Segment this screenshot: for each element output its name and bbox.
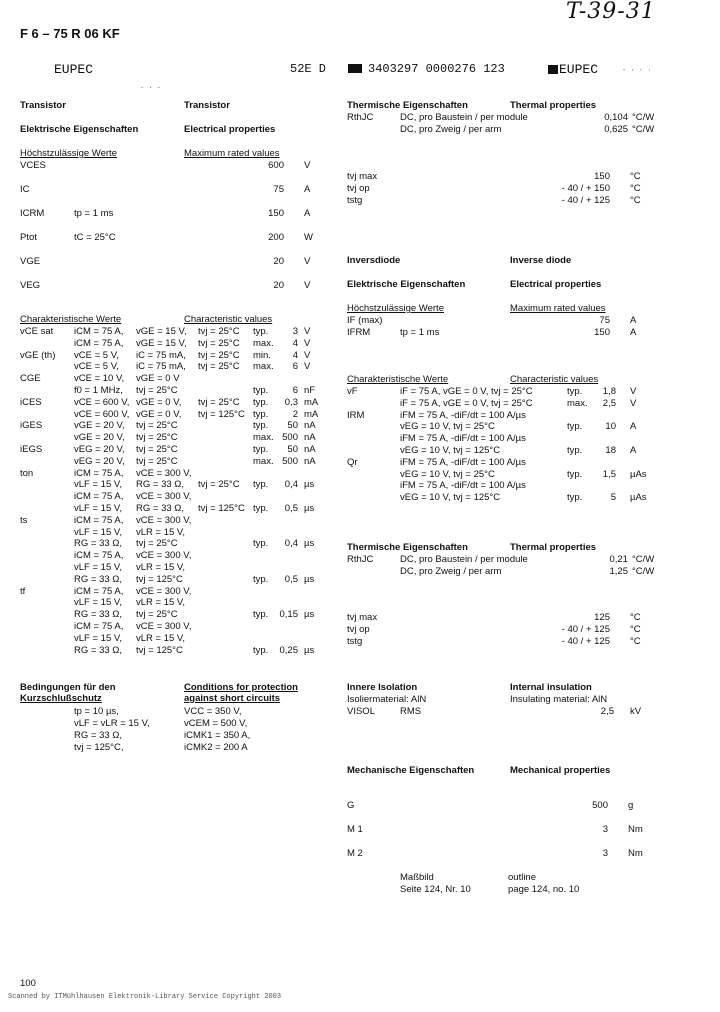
diode-char-condition: vEG = 10 V, tvj = 125°C: [400, 445, 501, 456]
char-condition-2: tvj = 25°C: [136, 385, 178, 396]
visol-condition: RMS: [400, 706, 422, 717]
char-condition-2: RG = 33 Ω,: [136, 479, 185, 491]
char-symbol: iEGS: [20, 444, 43, 455]
insulation-en: Internal insulation: [510, 682, 592, 693]
char-unit: µs: [304, 644, 315, 656]
char-condition-1: RG = 33 Ω,: [74, 609, 123, 621]
char-qualifier: typ.: [253, 503, 269, 514]
diode-char-symbol: Qr: [347, 456, 358, 468]
scan-footer: Scanned by ITMühlhausen Elektronik-Library Service Copyright 2003: [8, 993, 282, 1001]
visol-symbol: VISOL: [347, 706, 375, 717]
sc-heading-de-2: Kurzschlußschutz: [20, 693, 102, 704]
max-rated-value: 150: [268, 208, 284, 219]
char-qualifier: typ.: [253, 420, 269, 432]
char-value: 2: [292, 408, 298, 420]
diode-char-unit: A: [630, 445, 637, 456]
char-condition-1: iCM = 75 A,: [74, 514, 124, 526]
char-condition-1: vLF = 15 V,: [74, 597, 122, 609]
char-symbol: ts: [20, 514, 28, 526]
char-condition-1: vEG = 20 V,: [74, 444, 125, 455]
char-symbol: ton: [20, 467, 34, 479]
char-unit: V: [304, 326, 311, 337]
diode-max-unit: A: [630, 327, 637, 338]
char-unit: V: [304, 349, 311, 361]
sc-condition-a: tvj = 125°C,: [74, 742, 124, 753]
diode-max-unit: A: [630, 315, 637, 326]
max-rated-value: 20: [273, 256, 284, 267]
diode-char-de: Charakteristische Werte: [347, 374, 449, 385]
thermal-value: 0,625: [604, 124, 628, 135]
char-condition-3: tvj = 25°C: [198, 361, 240, 373]
char-qualifier: max.: [253, 432, 274, 444]
temperature-symbol: tvj op: [347, 624, 370, 635]
diode-char-unit: V: [630, 386, 637, 397]
mech-en: Mechanical properties: [510, 765, 611, 776]
section-transistor-de: Transistor: [20, 100, 66, 111]
char-condition-1: vGE = 20 V,: [74, 420, 125, 432]
char-condition-3: tvj = 25°C: [198, 396, 240, 408]
sc-condition-a: RG = 33 Ω,: [74, 730, 123, 741]
thermal-1-en: Thermal properties: [510, 100, 597, 111]
barcode-strip: [348, 64, 505, 75]
char-qualifier: typ.: [253, 573, 269, 585]
mech-symbol: M 1: [347, 824, 363, 835]
temperature-symbol: tvj max: [347, 171, 378, 182]
char-value: 50: [287, 444, 298, 455]
char-symbol: vCE sat: [20, 326, 54, 337]
brand-logo-left: EUPEC: [54, 62, 94, 77]
thermal-condition: DC, pro Zweig / per arm: [400, 124, 502, 135]
temperature-symbol: tstg: [347, 636, 363, 647]
max-rated-symbol: ICRM: [20, 208, 45, 219]
temperature-value: 150: [594, 171, 610, 182]
sc-condition-b: vCEM = 500 V,: [184, 718, 248, 729]
char-condition-2: vGE = 0 V: [136, 373, 180, 385]
char-condition-1: iCM = 75 A,: [74, 337, 124, 349]
diode-char-condition: iFM = 75 A, -diF/dt = 100 A/µs: [400, 480, 526, 492]
diode-char-unit: µAs: [630, 468, 647, 480]
temperature-unit: °C: [630, 195, 641, 206]
sc-condition-a: vLF = vLR = 15 V,: [74, 718, 150, 729]
dots-left: . . .: [140, 83, 162, 91]
char-unit: µs: [304, 573, 315, 585]
char-value: 0,5: [284, 503, 298, 514]
thermal-unit: °C/W: [632, 124, 655, 135]
diode-char-qualifier: typ.: [567, 492, 583, 504]
diode-char-value: 1,5: [602, 468, 616, 480]
sc-condition-b: iCMK1 = 350 A,: [184, 730, 251, 741]
char-condition-1: vEG = 20 V,: [74, 455, 125, 467]
char-qualifier: typ.: [253, 385, 269, 396]
diode-char-en: Characteristic values: [510, 374, 599, 385]
char-condition-2: vCE = 300 V,: [136, 550, 192, 562]
max-rated-de: Höchstzulässige Werte: [20, 148, 117, 159]
max-rated-unit: A: [304, 208, 311, 219]
char-qualifier: max.: [253, 337, 274, 349]
max-rated-symbol: Ptot: [20, 232, 37, 243]
char-condition-3: tvj = 25°C: [198, 349, 240, 361]
char-value: 0,4: [284, 538, 298, 550]
diode-char-symbol: IRM: [347, 409, 365, 421]
max-rated-value: 200: [268, 232, 284, 243]
char-values-de: Charakteristische Werte: [20, 314, 122, 325]
char-value: 0,25: [279, 644, 298, 656]
char-condition-1: f0 = 1 MHz,: [74, 385, 123, 396]
char-value: 0,3: [284, 396, 298, 408]
thermal-unit: °C/W: [632, 566, 655, 577]
diode-char-qualifier: typ.: [567, 468, 583, 480]
diode-char-symbol: vF: [347, 386, 358, 397]
char-condition-2: vLR = 15 V,: [136, 562, 186, 573]
diode-max-condition: tp = 1 ms: [400, 327, 440, 338]
char-condition-1: RG = 33 Ω,: [74, 573, 123, 585]
diode-char-qualifier: typ.: [567, 386, 583, 397]
char-condition-2: vLR = 15 V,: [136, 597, 186, 609]
char-condition-1: vLF = 15 V,: [74, 632, 122, 644]
thermal-value: 0,104: [604, 112, 628, 123]
insulation-material-de: Isoliermaterial: AlN: [347, 694, 427, 705]
char-condition-2: vLR = 15 V,: [136, 632, 186, 644]
char-condition-2: vCE = 300 V,: [136, 491, 192, 503]
char-condition-1: vCE = 600 V,: [74, 396, 130, 408]
temperature-value: - 40 / + 125: [561, 624, 610, 635]
char-condition-1: vLF = 15 V,: [74, 526, 122, 538]
temperature-value: 125: [594, 612, 610, 623]
diode-char-condition: iF = 75 A, vGE = 0 V, tvj = 25°C: [400, 397, 533, 409]
char-condition-1: vCE = 10 V,: [74, 373, 125, 385]
char-qualifier: typ.: [253, 609, 269, 621]
char-condition-2: tvj = 25°C: [136, 420, 178, 432]
char-condition-2: vGE = 15 V,: [136, 337, 187, 349]
char-condition-1: RG = 33 Ω,: [74, 538, 123, 550]
diode-de: Inversdiode: [347, 255, 401, 266]
diode-char-condition: iFM = 75 A, -diF/dt = 100 A/µs: [400, 433, 526, 445]
char-condition-3: tvj = 25°C: [198, 337, 240, 349]
temperature-value: - 40 / + 150: [561, 183, 610, 194]
char-values-en: Characteristic values: [184, 314, 273, 325]
diode-max-symbol: IFRM: [347, 327, 371, 338]
char-condition-2: tvj = 25°C: [136, 444, 178, 455]
diode-char-condition: vEG = 10 V, tvj = 25°C: [400, 468, 495, 480]
insulation-material-en: Insulating material: AlN: [510, 694, 608, 705]
char-qualifier: typ.: [253, 326, 269, 337]
char-value: 4: [292, 349, 298, 361]
temperature-symbol: tvj max: [347, 612, 378, 623]
max-rated-symbol: IC: [20, 184, 30, 195]
temperature-unit: °C: [630, 183, 641, 194]
diode-char-value: 1,8: [602, 386, 616, 397]
diode-max-symbol: IF (max): [347, 315, 383, 326]
char-condition-2: tvj = 25°C: [136, 455, 178, 467]
max-rated-condition: tp = 1 ms: [74, 208, 114, 219]
char-unit: V: [304, 337, 311, 349]
char-condition-2: vGE = 0 V,: [136, 408, 182, 420]
insulation-de: Innere Isolation: [347, 682, 418, 693]
brand-right-text: EUPEC: [559, 62, 599, 77]
max-rated-value: 75: [273, 184, 284, 195]
char-condition-2: vGE = 15 V,: [136, 326, 187, 337]
max-rated-unit: V: [304, 280, 311, 291]
char-qualifier: typ.: [253, 408, 269, 420]
sc-condition-a: tp = 10 µs,: [74, 706, 119, 717]
diode-char-condition: iFM = 75 A, -diF/dt = 100 A/µs: [400, 456, 526, 468]
max-rated-unit: A: [304, 184, 311, 195]
sc-heading-de-1: Bedingungen für den: [20, 682, 116, 693]
char-qualifier: typ.: [253, 444, 269, 455]
char-unit: nA: [304, 455, 316, 467]
mech-value: 3: [602, 848, 608, 859]
char-condition-2: RG = 33 Ω,: [136, 503, 185, 514]
temperature-unit: °C: [630, 636, 641, 647]
diode-max-en: Maximum rated values: [510, 303, 606, 314]
diode-max-value: 150: [594, 327, 610, 338]
char-symbol: iGES: [20, 420, 43, 432]
thermal-symbol: RthJC: [347, 554, 374, 565]
char-unit: mA: [304, 396, 319, 408]
char-condition-2: tvj = 125°C: [136, 573, 183, 585]
diode-char-unit: V: [630, 397, 637, 409]
outline-ref-de: Seite 124, Nr. 10: [400, 884, 471, 895]
char-condition-3: tvj = 125°C: [198, 408, 245, 420]
char-unit: µs: [304, 609, 315, 621]
thermal-2-en: Thermal properties: [510, 542, 597, 553]
temperature-symbol: tstg: [347, 195, 363, 206]
char-unit: nA: [304, 444, 316, 455]
visol-unit: kV: [630, 706, 642, 717]
diode-char-unit: A: [630, 421, 637, 433]
outline-en: outline: [508, 872, 536, 883]
char-condition-1: vCE = 600 V,: [74, 408, 130, 420]
char-condition-1: vCE = 5 V,: [74, 349, 119, 361]
char-condition-2: vCE = 300 V,: [136, 585, 192, 597]
char-condition-2: vLR = 15 V,: [136, 526, 186, 538]
char-condition-3: tvj = 125°C: [198, 503, 245, 514]
dots-right: - · · ·: [622, 67, 652, 75]
diode-char-unit: µAs: [630, 492, 647, 504]
max-rated-symbol: VCES: [20, 160, 46, 171]
sc-heading-en-1: Conditions for protection: [184, 682, 298, 693]
char-unit: µs: [304, 538, 315, 550]
char-qualifier: typ.: [253, 396, 269, 408]
max-rated-symbol: VEG: [20, 280, 41, 291]
char-condition-2: vCE = 300 V,: [136, 514, 192, 526]
char-condition-2: tvj = 25°C: [136, 432, 178, 444]
brand-logo-right: [548, 64, 598, 75]
char-condition-2: iC = 75 mA,: [136, 349, 186, 361]
diode-char-condition: iF = 75 A, vGE = 0 V, tvj = 25°C: [400, 386, 533, 397]
logo-block-icon: [548, 65, 558, 74]
thermal-value: 0,21: [609, 554, 628, 565]
diode-char-condition: vEG = 10 V, tvj = 25°C: [400, 421, 495, 433]
mech-symbol: G: [347, 800, 355, 811]
char-value: 6: [292, 361, 298, 373]
temperature-value: - 40 / + 125: [561, 636, 610, 647]
char-qualifier: max.: [253, 455, 274, 467]
char-unit: nA: [304, 432, 316, 444]
char-condition-1: iCM = 75 A,: [74, 621, 124, 632]
mech-value: 3: [602, 824, 608, 835]
barcode-left: 52E D: [290, 62, 327, 76]
char-unit: µs: [304, 503, 315, 514]
char-condition-3: tvj = 25°C: [198, 326, 240, 337]
diode-char-qualifier: typ.: [567, 421, 583, 433]
char-condition-2: vGE = 0 V,: [136, 396, 182, 408]
thermal-unit: °C/W: [632, 554, 655, 565]
mech-unit: g: [628, 800, 634, 811]
diode-char-qualifier: typ.: [567, 445, 583, 456]
char-condition-2: tvj = 25°C: [136, 538, 178, 550]
thermal-condition: DC, pro Baustein / per module: [400, 112, 528, 123]
char-unit: nA: [304, 420, 316, 432]
sc-heading-en-2: against short circuits: [184, 693, 281, 704]
mech-symbol: M 2: [347, 848, 363, 859]
elec-props-en: Electrical properties: [184, 124, 276, 135]
diode-char-qualifier: max.: [567, 397, 588, 409]
char-value: 3: [292, 326, 298, 337]
char-value: 0,4: [284, 479, 298, 491]
sc-condition-b: VCC = 350 V,: [184, 706, 242, 717]
outline-de: Maßbild: [400, 872, 434, 883]
char-condition-1: iCM = 75 A,: [74, 326, 124, 337]
char-condition-1: RG = 33 Ω,: [74, 644, 123, 656]
char-condition-1: vCE = 5 V,: [74, 361, 119, 373]
max-rated-symbol: VGE: [20, 256, 41, 267]
char-symbol: iCES: [20, 396, 42, 408]
diode-char-condition: iFM = 75 A, -diF/dt = 100 A/µs: [400, 409, 526, 421]
barcode-number: 3403297 0000276 123: [368, 62, 505, 76]
char-unit: µs: [304, 479, 315, 491]
max-rated-en: Maximum rated values: [184, 148, 280, 159]
outline-ref-en: page 124, no. 10: [508, 884, 580, 895]
char-value: 0,5: [284, 573, 298, 585]
char-condition-2: vCE = 300 V,: [136, 621, 192, 632]
elec-props-de: Elektrische Eigenschaften: [20, 124, 139, 135]
char-unit: nF: [304, 385, 316, 396]
char-condition-1: vLF = 15 V,: [74, 479, 122, 491]
temperature-unit: °C: [630, 624, 641, 635]
section-transistor-en: Transistor: [184, 100, 230, 111]
diode-char-value: 2,5: [602, 397, 616, 409]
diode-max-de: Höchstzulässige Werte: [347, 303, 444, 314]
char-condition-2: tvj = 25°C: [136, 609, 178, 621]
char-condition-1: vLF = 15 V,: [74, 562, 122, 573]
page-number: 100: [20, 978, 36, 989]
char-qualifier: typ.: [253, 644, 269, 656]
char-value: 50: [287, 420, 298, 432]
temperature-symbol: tvj op: [347, 183, 370, 194]
char-condition-1: iCM = 75 A,: [74, 550, 124, 562]
char-symbol: tf: [20, 585, 26, 597]
diode-char-condition: vEG = 10 V, tvj = 125°C: [400, 492, 501, 504]
char-value: 6: [292, 385, 298, 396]
thermal-value: 1,25: [609, 566, 628, 577]
part-number: F 6 – 75 R 06 KF: [20, 26, 120, 41]
mech-value: 500: [592, 800, 608, 811]
max-rated-value: 600: [268, 160, 284, 171]
thermal-symbol: RthJC: [347, 112, 374, 123]
char-value: 4: [292, 337, 298, 349]
max-rated-unit: V: [304, 160, 311, 171]
max-rated-unit: W: [304, 232, 313, 243]
char-condition-1: vLF = 15 V,: [74, 503, 122, 514]
char-value: 0,15: [279, 609, 298, 621]
thermal-condition: DC, pro Zweig / per arm: [400, 566, 502, 577]
temperature-unit: °C: [630, 171, 641, 182]
char-condition-2: vCE = 300 V,: [136, 467, 192, 479]
char-condition-1: vGE = 20 V,: [74, 432, 125, 444]
thermal-condition: DC, pro Baustein / per module: [400, 554, 528, 565]
temperature-unit: °C: [630, 612, 641, 623]
char-qualifier: min.: [253, 349, 271, 361]
char-qualifier: typ.: [253, 479, 269, 491]
char-value: 500: [282, 432, 298, 444]
char-condition-2: tvj = 125°C: [136, 644, 183, 656]
char-unit: mA: [304, 408, 319, 420]
visol-value: 2,5: [600, 706, 614, 717]
char-symbol: CGE: [20, 373, 41, 385]
max-rated-condition: tC = 25°C: [74, 232, 116, 243]
diode-char-value: 5: [610, 492, 616, 504]
mech-unit: Nm: [628, 848, 643, 859]
diode-elec-en: Electrical properties: [510, 279, 602, 290]
thermal-unit: °C/W: [632, 112, 655, 123]
char-condition-1: iCM = 75 A,: [74, 585, 124, 597]
char-condition-1: iCM = 75 A,: [74, 491, 124, 503]
char-qualifier: max.: [253, 361, 274, 373]
max-rated-value: 20: [273, 280, 284, 291]
diode-char-value: 10: [605, 421, 616, 433]
mech-de: Mechanische Eigenschaften: [347, 765, 475, 776]
diode-char-value: 18: [605, 445, 616, 456]
mech-unit: Nm: [628, 824, 643, 835]
barcode-block-icon: [348, 64, 362, 73]
sc-condition-b: iCMK2 = 200 A: [184, 742, 248, 753]
char-value: 500: [282, 455, 298, 467]
diode-elec-de: Elektrische Eigenschaften: [347, 279, 466, 290]
thermal-1-de: Thermische Eigenschaften: [347, 100, 468, 111]
diode-en: Inverse diode: [510, 255, 572, 266]
thermal-2-de: Thermische Eigenschaften: [347, 542, 468, 553]
char-symbol: vGE (th): [20, 349, 56, 361]
char-condition-3: tvj = 25°C: [198, 479, 240, 491]
char-qualifier: typ.: [253, 538, 269, 550]
handwritten-code: T-39-31: [566, 0, 656, 24]
diode-max-value: 75: [599, 315, 610, 326]
char-condition-2: iC = 75 mA,: [136, 361, 186, 373]
char-condition-1: iCM = 75 A,: [74, 467, 124, 479]
temperature-value: - 40 / + 125: [561, 195, 610, 206]
max-rated-unit: V: [304, 256, 311, 267]
char-unit: V: [304, 361, 311, 373]
